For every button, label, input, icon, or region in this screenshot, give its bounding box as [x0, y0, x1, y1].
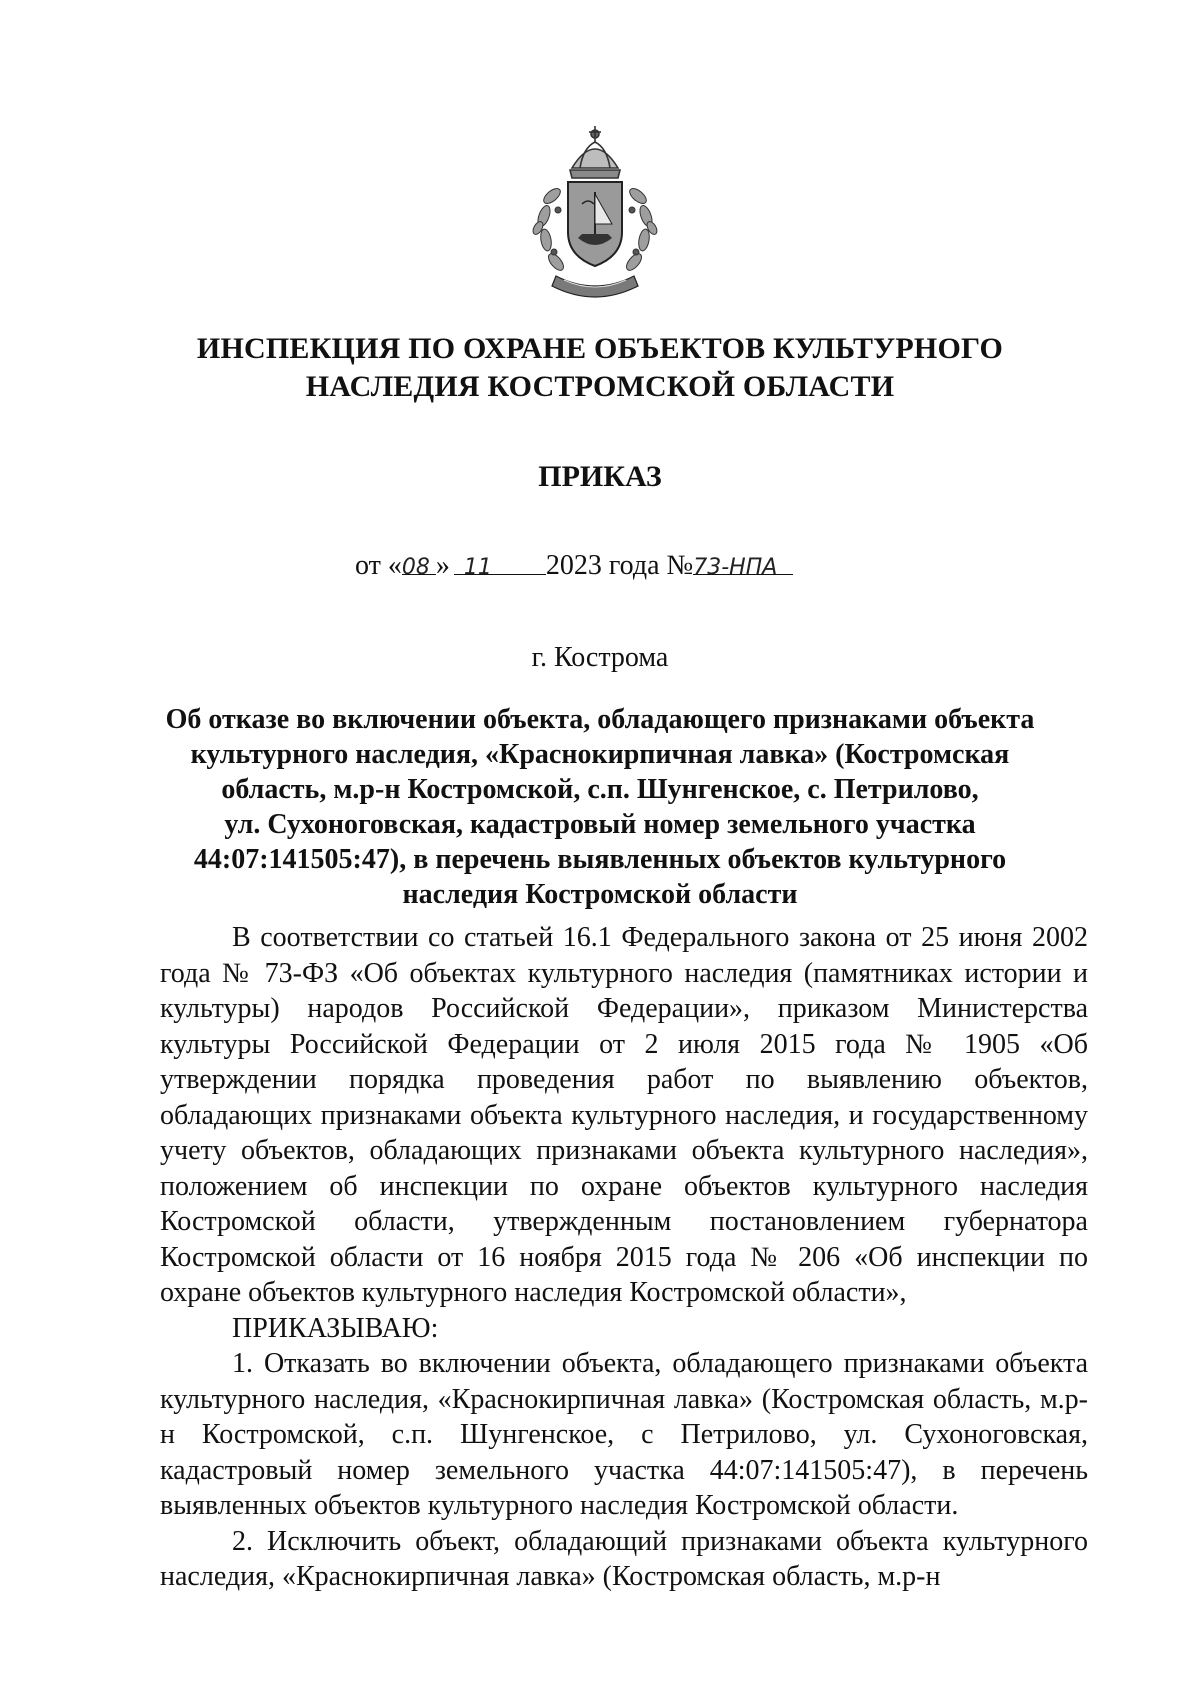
order-number-blank — [693, 548, 793, 580]
preamble-paragraph: В соответствии со статьей 16.1 Федерального закона от 25 июня 2002 года № 73-ФЗ «Об объектах культурного наследия (памятниках истории и культуры) народов Российской Федерации», приказом Министерства культуры Российской Федерации от 2 июля 2015 года № 1905 «Об утверждении порядка проведения работ по выявлению объектов, обладающих признаками объекта культурного наследия, и государственному учету объектов, обладающих признаками объекта культурного наследия», положением об инспекции по охране объектов культурного наследия Костромской области, утвержденным постановлением губернатора Костромской области от 16 ноября 2015 года № 206 «Об инспекции по охране объектов культурного наследия Костромской области», — [160, 922, 1088, 1308]
order-item-2: 2. Исключить объект, обладающий признаками объекта культурного наследия, «Краснокирпичная лавка» (Костромская область, м.р-н — [160, 1525, 1088, 1592]
date-mid: » — [435, 550, 450, 581]
coat-of-arms-icon — [520, 120, 670, 310]
subject-line: Об отказе во включении объекта, обладающего признаками объекта — [165, 704, 1035, 735]
document-subject — [165, 702, 1035, 912]
order-number-handwritten: 73-НПА — [693, 555, 778, 580]
date-day-blank — [401, 548, 436, 580]
order-item-1: 1. Отказать во включении объекта, обладающего признаками объекта культурного наследия, «Краснокирпичная лавка» (Костромская область, м.р-н Костромской, с.п. Шунгенское, с Петрилово, ул. Сухоноговская, кадастровый номер земельного участка 44:07:141505:47), в перечень выявленных объектов культурного наследия Костромской области. — [160, 1348, 1088, 1521]
order-word: ПРИКАЗЫВАЮ: — [232, 1312, 439, 1344]
document-type: ПРИКАЗ — [538, 460, 662, 493]
date-year-text: 2023 года № — [545, 550, 694, 581]
date-prefix: от « — [355, 550, 402, 581]
city: г. Кострома — [531, 642, 669, 673]
date-and-number-line — [355, 548, 955, 584]
organization-title-line-1: ИНСПЕКЦИЯ ПО ОХРАНЕ ОБЪЕКТОВ КУЛЬТУРНОГО — [196, 332, 1004, 365]
subject-line: 44:07:141505:47), в перечень выявленных объектов культурного — [193, 844, 1007, 875]
subject-line: область, м.р-н Костромской, с.п. Шунгенское, с. Петрилово, — [221, 774, 979, 805]
organization-title — [160, 330, 1040, 406]
document-body — [160, 920, 1088, 1595]
date-day-handwritten: 08 — [401, 555, 430, 580]
date-month-blank — [454, 548, 546, 580]
subject-line: наследия Костромской области — [402, 879, 798, 910]
date-month-handwritten: 11 — [463, 555, 492, 580]
subject-line: культурного наследия, «Краснокирпичная лавка» (Костромская — [190, 739, 1010, 770]
subject-line: ул. Сухоноговская, кадастровый номер земельного участка — [224, 809, 976, 840]
organization-title-line-2: НАСЛЕДИЯ КОСТРОМСКОЙ ОБЛАСТИ — [305, 370, 895, 403]
